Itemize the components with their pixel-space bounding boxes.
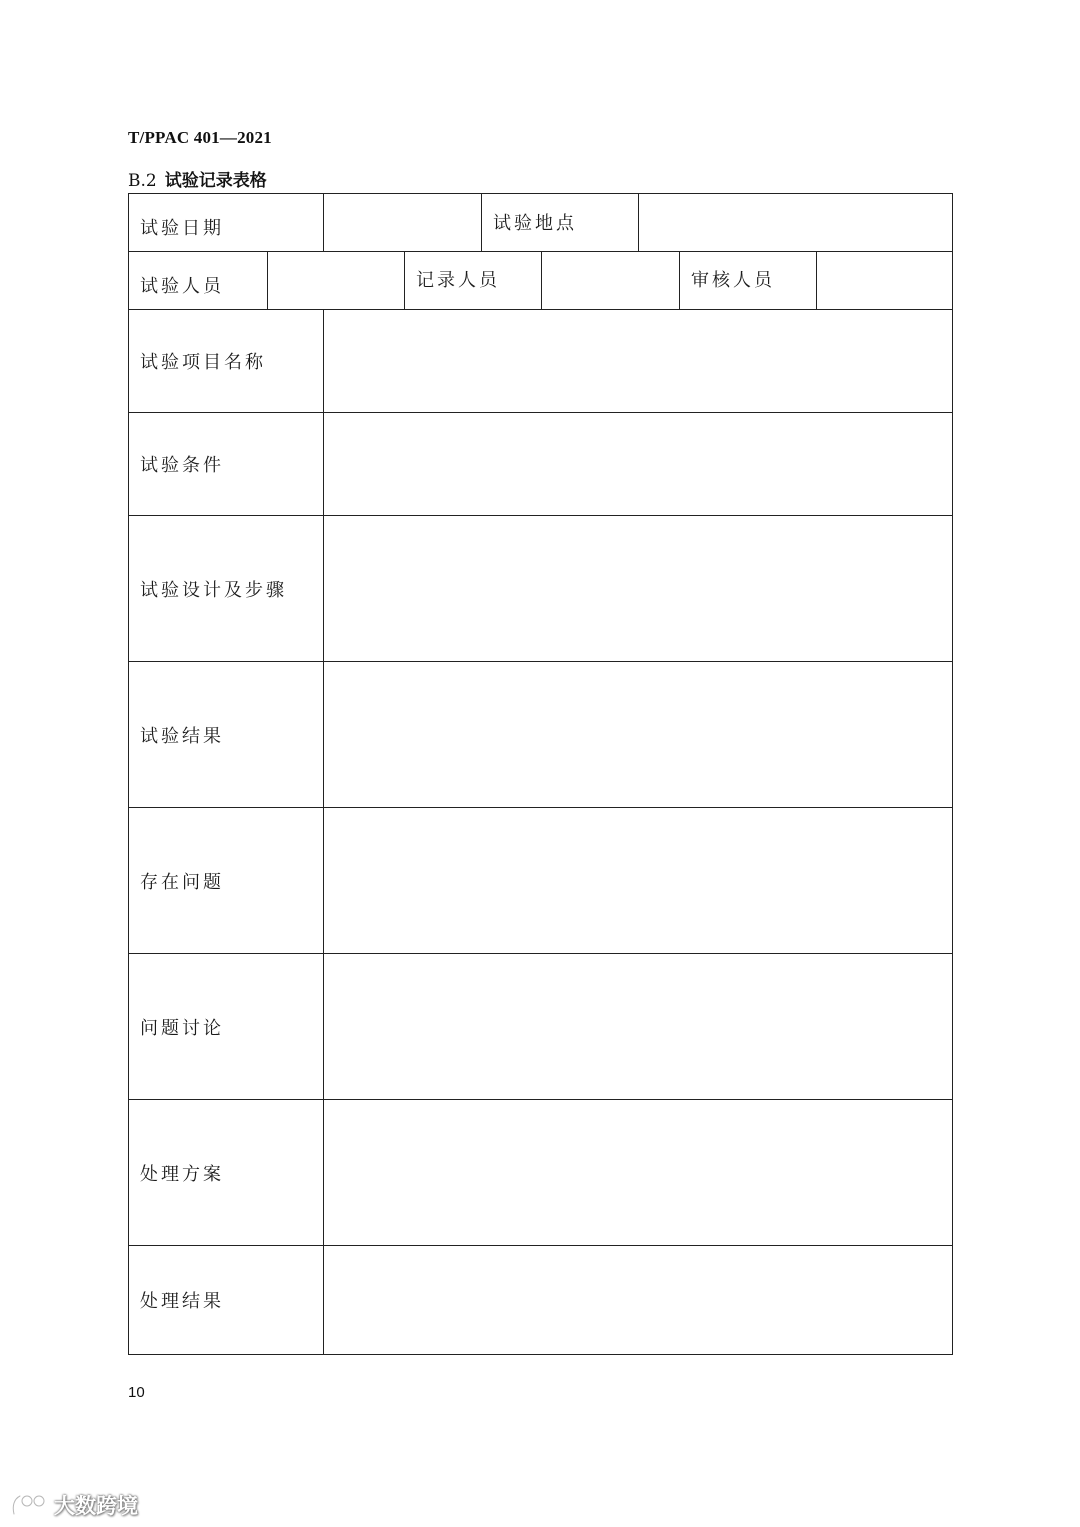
recorder-label: 记录人员 [416, 270, 500, 291]
location-label-cell [481, 194, 638, 251]
page-number: 10 [128, 1384, 145, 1401]
results-label-cell [129, 662, 323, 807]
section-heading [128, 166, 267, 191]
form-row-date-location [129, 194, 952, 251]
discussion-field[interactable] [323, 954, 952, 1099]
form-row-plan [129, 1099, 952, 1245]
issues-field[interactable] [323, 808, 952, 953]
outcome-label-cell [129, 1246, 323, 1354]
form-row-issues [129, 807, 952, 953]
project-name-field[interactable] [323, 310, 952, 412]
plan-label: 处理方案 [140, 1163, 224, 1185]
form-row-results [129, 661, 952, 807]
issues-label: 存在问题 [140, 871, 224, 893]
outcome-label: 处理结果 [140, 1291, 224, 1312]
form-row-project-name [129, 309, 952, 412]
test-record-form [128, 193, 953, 1355]
form-row-outcome [129, 1245, 952, 1354]
date-label: 试验日期 [140, 218, 224, 239]
results-field[interactable] [323, 662, 952, 807]
conditions-field[interactable] [323, 413, 952, 515]
watermark-text: 大数跨境 [54, 1494, 138, 1518]
discussion-label: 问题讨论 [140, 1017, 224, 1039]
tester-field[interactable] [267, 252, 404, 309]
sprout-logo-icon [8, 1492, 48, 1518]
location-label: 试验地点 [493, 213, 577, 234]
document-code: T/PPAC 401—2021 [128, 128, 272, 147]
section-title-text: 试验记录表格 [164, 171, 267, 191]
project-name-label: 试验项目名称 [140, 352, 266, 373]
design-steps-label-cell [129, 516, 323, 661]
project-name-label-cell [129, 310, 323, 412]
date-field[interactable] [323, 194, 481, 251]
form-row-discussion [129, 953, 952, 1099]
reviewer-field[interactable] [816, 252, 952, 309]
design-steps-label: 试验设计及步骤 [140, 579, 287, 601]
plan-label-cell [129, 1100, 323, 1245]
results-label: 试验结果 [140, 725, 224, 747]
recorder-field[interactable] [541, 252, 679, 309]
outcome-field[interactable] [323, 1246, 952, 1354]
recorder-label-cell [404, 252, 541, 309]
date-label-cell [129, 194, 323, 251]
plan-field[interactable] [323, 1100, 952, 1245]
form-row-personnel [129, 251, 952, 309]
form-row-conditions [129, 412, 952, 515]
tester-label: 试验人员 [140, 276, 224, 297]
conditions-label: 试验条件 [140, 455, 224, 476]
section-number: B.2 [128, 171, 157, 191]
discussion-label-cell [129, 954, 323, 1099]
location-field[interactable] [638, 194, 952, 251]
watermark [8, 1490, 138, 1520]
conditions-label-cell [129, 413, 323, 515]
form-row-design-steps [129, 515, 952, 661]
issues-label-cell [129, 808, 323, 953]
design-steps-field[interactable] [323, 516, 952, 661]
tester-label-cell [129, 252, 267, 309]
reviewer-label-cell [679, 252, 816, 309]
reviewer-label: 审核人员 [691, 270, 775, 291]
